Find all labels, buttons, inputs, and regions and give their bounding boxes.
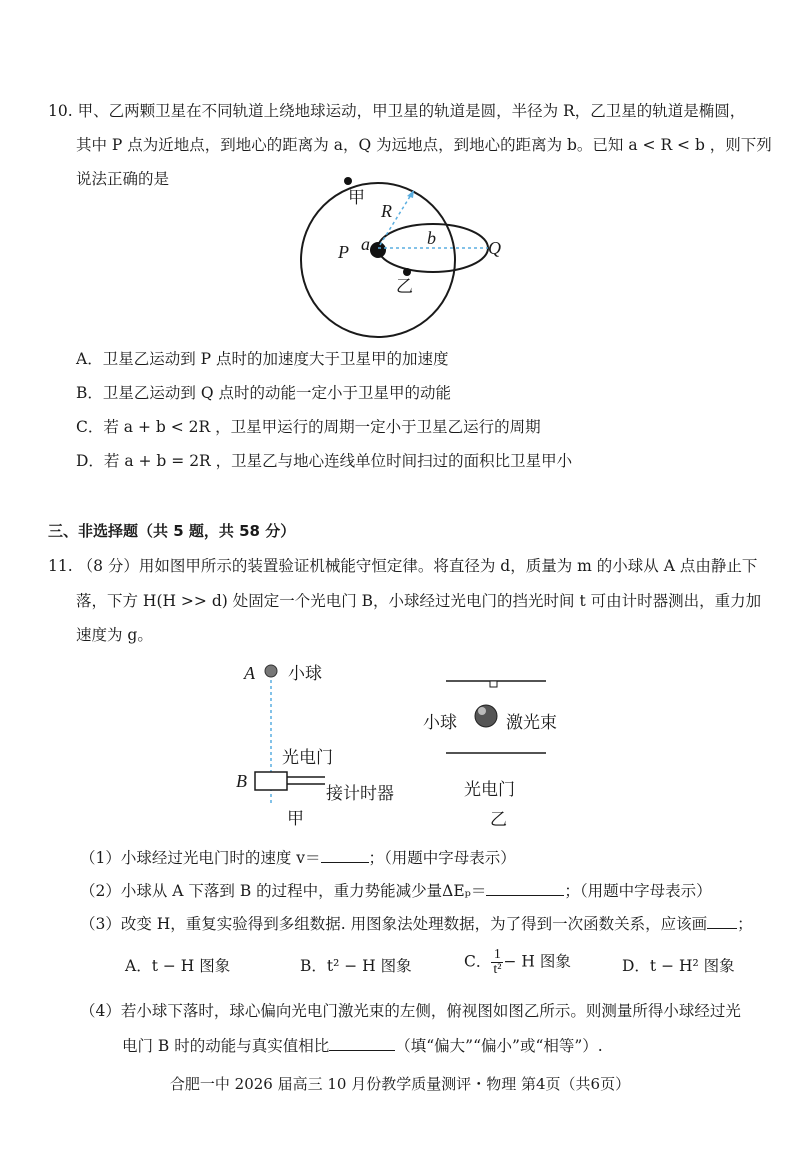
orbit-diagram	[290, 170, 520, 340]
q10-stem-line2: 其中 P 点为近地点，到地心的距离为 a，Q 为远地点，到地心的距离为 b。已知 a < R < b ，则下列	[76, 136, 772, 154]
label-gate-jia: 光电门	[282, 748, 333, 768]
q11-stem-line1	[48, 556, 757, 576]
label-gate-yi: 光电门	[464, 780, 515, 800]
section3-title: 三、非选择题（共 5 题，共 58 分）	[48, 522, 296, 540]
q11-sub4-line2	[122, 1035, 603, 1056]
orbit-circle-jia	[301, 183, 455, 337]
q10-option-d: D．若 a + b = 2R ，卫星乙与地心连线单位时间扫过的面积比卫星甲小	[76, 452, 573, 470]
label-yi: 乙	[396, 277, 413, 297]
apparatus-diagram-jia	[230, 655, 430, 830]
satellite-jia	[344, 177, 352, 185]
q10-stem-text1: 甲、乙两颗卫星在不同轨道上绕地球运动，甲卫星的轨道是圆，半径为 R，乙卫星的轨道是椭圆，	[77, 102, 746, 120]
q11-sub1-blank[interactable]	[321, 847, 369, 863]
q11-sub2-tail: ；（用题中字母表示）	[564, 882, 712, 900]
option-c-suffix: − H 图象	[503, 952, 571, 971]
q11-sub3-option-c	[464, 948, 571, 977]
q10-option-c: C．若 a + b < 2R ，卫星甲运行的周期一定小于卫星乙运行的周期	[76, 418, 541, 436]
q11-sub1-text: （1）小球经过光电门时的速度 v＝	[80, 849, 321, 867]
label-Q: Q	[488, 238, 501, 258]
label-P: P	[338, 242, 349, 262]
q10-stem-line1	[48, 101, 745, 121]
laser-emitter	[490, 681, 497, 687]
q11-sub3-option-d: D．t − H² 图象	[622, 957, 735, 975]
q11-stem-line2: 落，下方 H(H >> d) 处固定一个光电门 B，小球经过光电门的挡光时间 t 可由计时器测出，重力加	[76, 592, 762, 610]
q11-sub3-option-b: B．t² − H 图象	[300, 957, 412, 975]
option-c-fraction	[491, 948, 503, 977]
q11-sub3-text: （3）改变 H，重复实验得到多组数据. 用图象法处理数据，为了得到一次函数关系，应该画	[80, 915, 708, 933]
q10-option-b: B．卫星乙运动到 Q 点时的动能一定小于卫星甲的动能	[76, 384, 451, 402]
label-ball-jia: 小球	[288, 664, 322, 684]
q11-sub1-tail: ；（用题中字母表示）	[368, 849, 516, 867]
label-beam: 激光束	[506, 713, 557, 733]
fraction-numerator: 1	[491, 948, 503, 963]
ball-highlight	[478, 707, 486, 715]
option-c-prefix: C．	[464, 952, 492, 971]
q11-sub4-tail: （填“偏大”“偏小”或“相等”）.	[395, 1037, 603, 1055]
label-jia: 甲	[348, 188, 365, 208]
label-ball-yi: 小球	[423, 713, 457, 733]
q11-sub2	[80, 880, 712, 901]
q11-sub3-blank[interactable]	[707, 913, 737, 929]
label-b: b	[427, 228, 436, 248]
q11-sub4-line1: （4）若小球下落时，球心偏向光电门激光束的左侧，俯视图如图乙所示。则测量所得小球经过光	[80, 1002, 741, 1020]
q11-sub4-blank[interactable]	[329, 1035, 395, 1051]
q11-sub3	[80, 913, 753, 934]
label-timer: 接计时器	[326, 784, 394, 804]
q11-sub3-tail: ；	[737, 915, 753, 933]
caption-yi: 乙	[490, 810, 507, 830]
label-B: B	[236, 771, 247, 791]
top-view-diagram-yi	[420, 670, 580, 830]
q11-sub3-option-a: A．t − H 图象	[125, 957, 231, 975]
ball-at-A	[265, 665, 277, 677]
ball-top-view	[475, 705, 497, 727]
caption-jia: 甲	[287, 809, 304, 829]
q11-stem-line3: 速度为 g。	[76, 626, 153, 644]
q11-number: 11.	[48, 557, 73, 575]
label-R: R	[381, 201, 392, 221]
q11-sub4-text: 电门 B 时的动能与真实值相比	[122, 1037, 330, 1055]
label-A: A	[244, 663, 255, 683]
earth	[370, 242, 386, 258]
photogate-B	[255, 772, 287, 790]
q10-number: 10.	[48, 102, 73, 120]
label-a: a	[361, 234, 370, 254]
q10-stem-line3: 说法正确的是	[76, 170, 170, 188]
page-footer: 合肥一中 2026 届高三 10 月份教学质量测评・物理 第4页（共6页）	[169, 1075, 631, 1093]
q11-sub2-blank[interactable]	[486, 880, 564, 896]
q11-sub2-text: （2）小球从 A 下落到 B 的过程中，重力势能减少量ΔEₚ＝	[80, 882, 487, 900]
fraction-denominator: t²	[493, 962, 502, 977]
q10-option-a: A．卫星乙运动到 P 点时的加速度大于卫星甲的加速度	[76, 350, 449, 368]
satellite-yi	[403, 268, 411, 276]
q11-sub1	[80, 847, 516, 868]
q11-stem-text1: （8 分）用如图甲所示的装置验证机械能守恒定律。将直径为 d，质量为 m 的小球从 A 点由静止下	[77, 557, 758, 575]
